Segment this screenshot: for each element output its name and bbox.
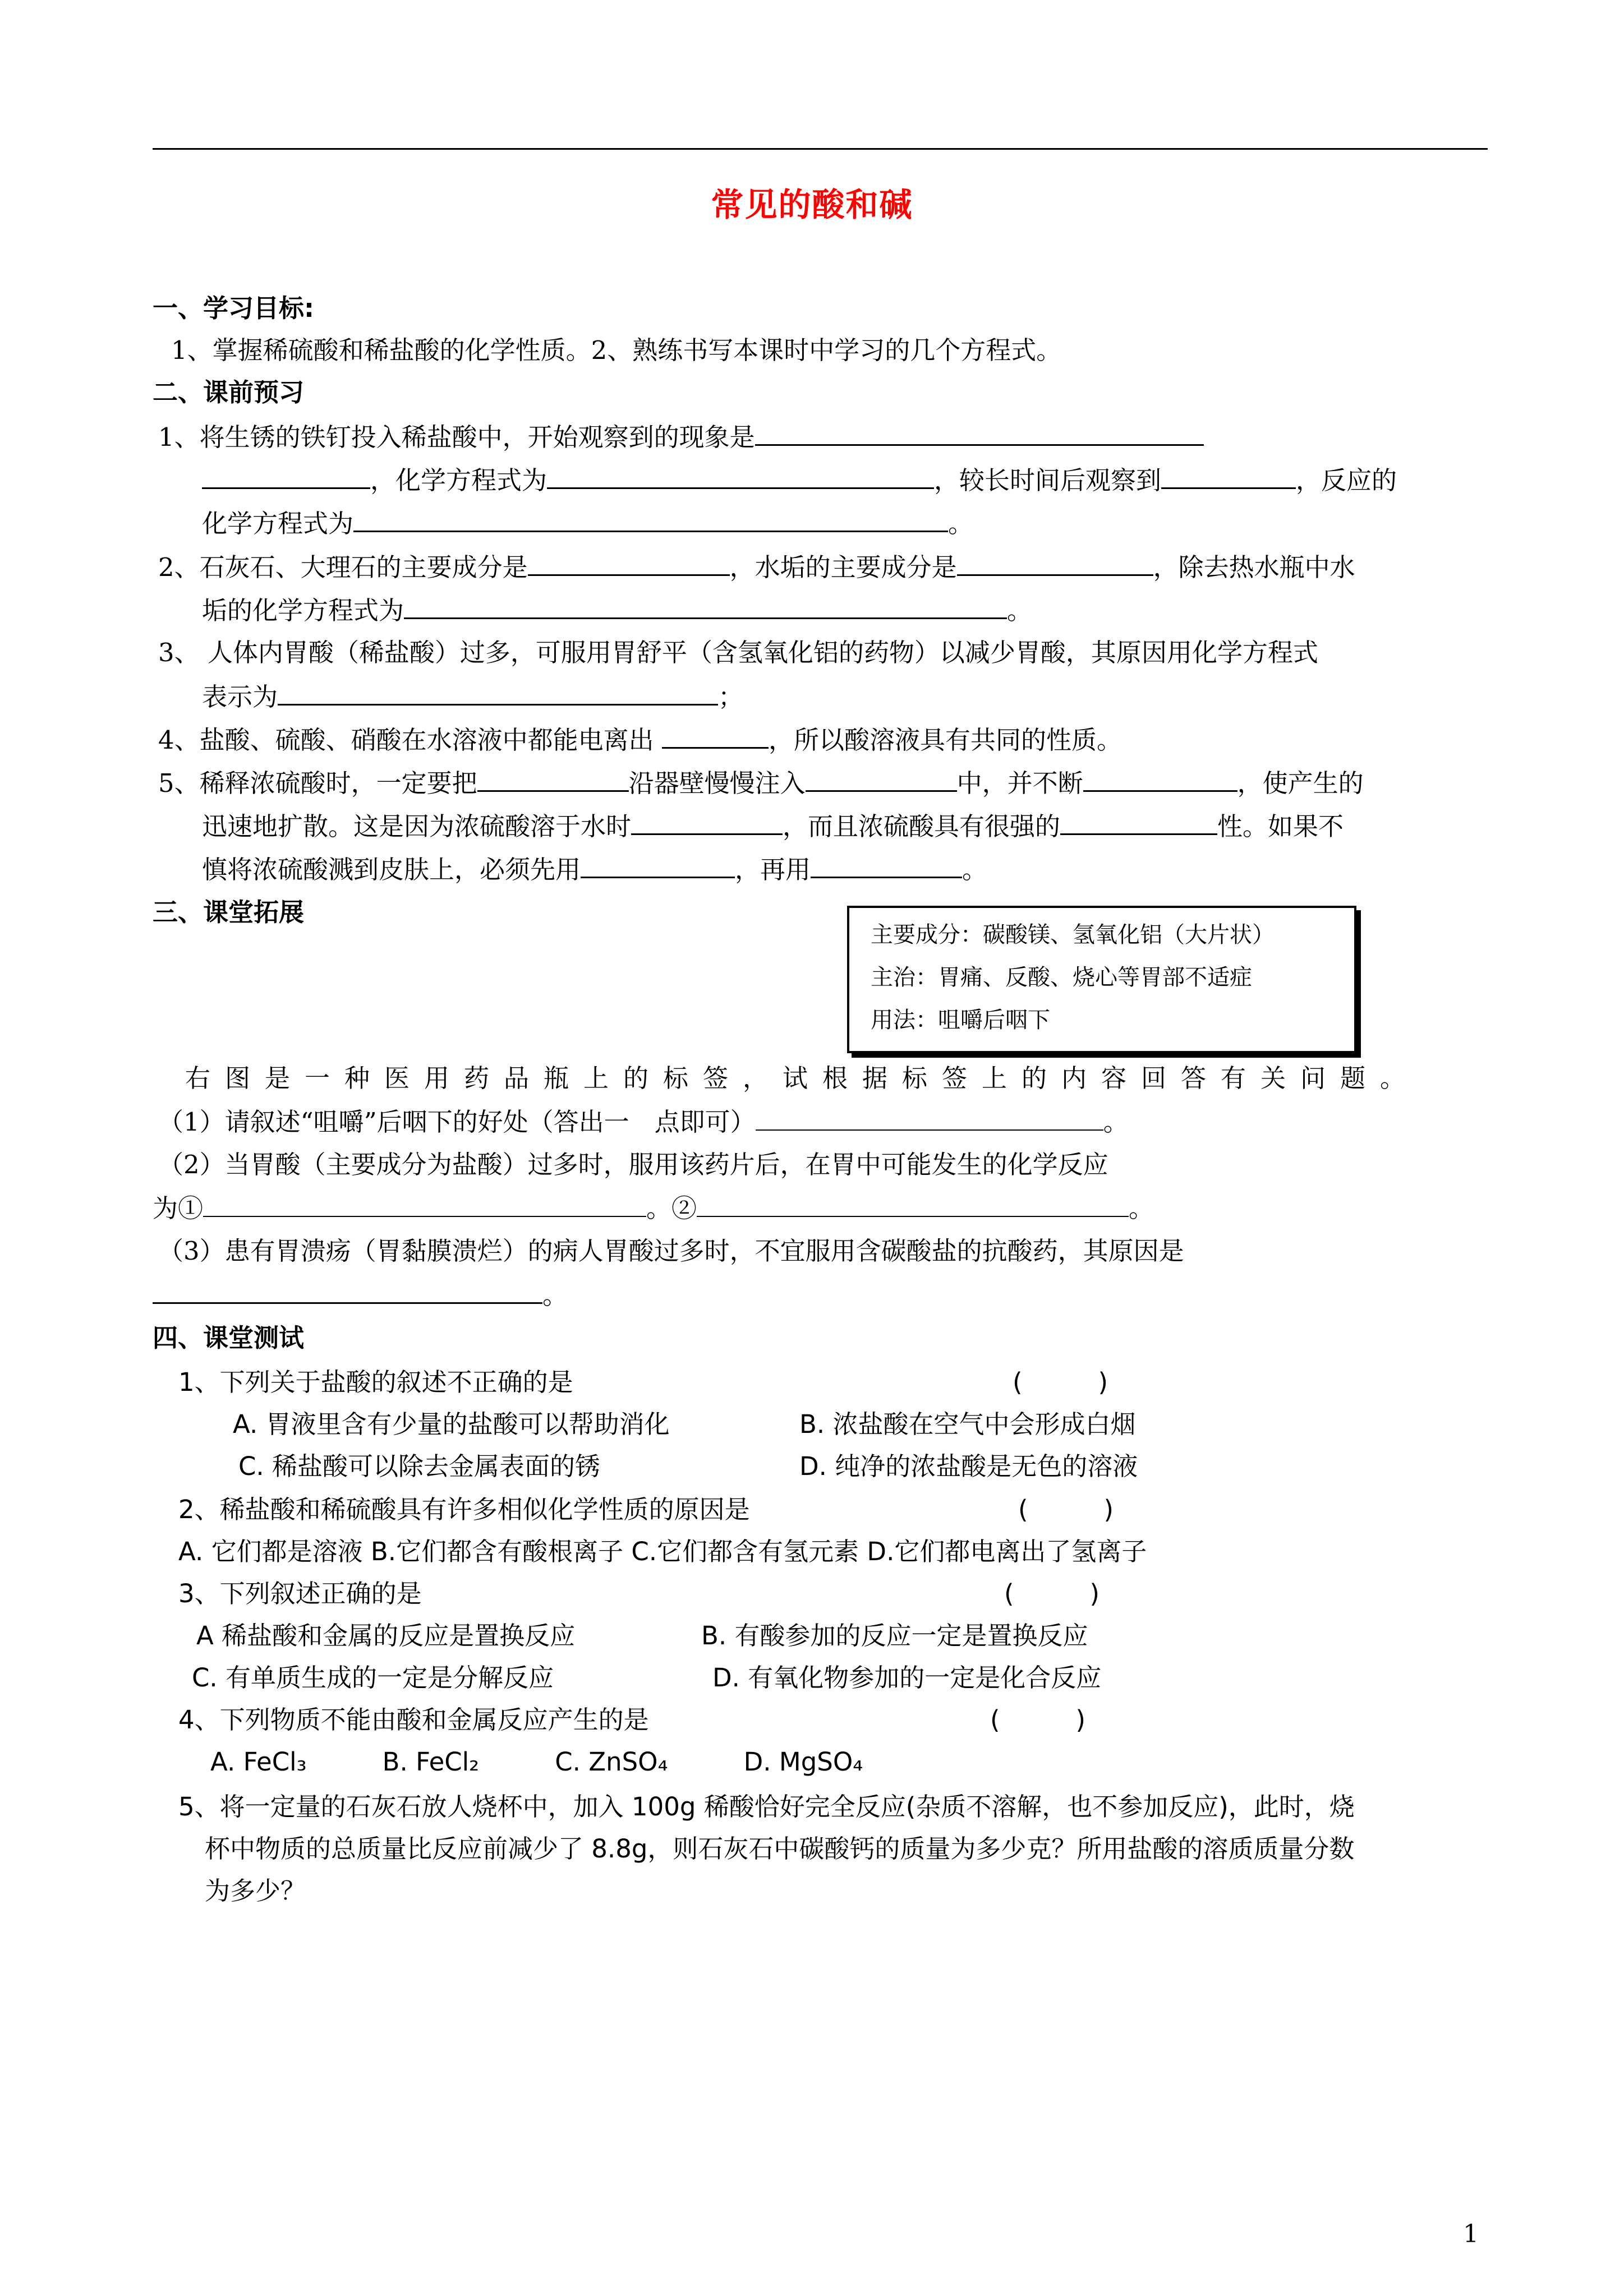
expansion-q2-text: 。② <box>646 1193 697 1223</box>
test-q2: 2、稀盐酸和稀硫酸具有许多相似化学性质的原因是 <box>178 1495 750 1524</box>
expansion-q3-text: 。 <box>542 1280 568 1310</box>
preview-q2-line1 <box>158 550 1355 584</box>
preview-q5-line2 <box>202 809 1344 843</box>
preview-q4-text: 4、盐酸、硫酸、硝酸在水溶液中都能电离出 <box>158 725 662 755</box>
preview-q2-text: ，水垢的主要成分是 <box>729 552 957 582</box>
answer-blank[interactable] <box>662 722 769 749</box>
expansion-q2-text: 。 <box>1129 1193 1154 1223</box>
preview-q1-line2 <box>202 463 1397 497</box>
preview-q3-text: ； <box>718 682 744 712</box>
section-1-text: 1、掌握稀硫酸和稀盐酸的化学性质。2、熟练书写本课时中学习的几个方程式。 <box>171 335 1062 365</box>
preview-q4-line <box>158 722 1122 757</box>
preview-q5-line3 <box>202 852 987 887</box>
preview-q3-text: 表示为 <box>202 682 278 712</box>
label-line: 主要成分：碳酸镁、氢氧化铝（大片状） <box>871 922 1275 948</box>
answer-blank[interactable] <box>1060 809 1217 835</box>
expansion-q2-line1: （2）当胃酸（主要成分为盐酸）过多时，服用该药片后，在胃中可能发生的化学反应 <box>158 1150 1108 1179</box>
preview-q5-text: 5、稀释浓硫酸时，一定要把 <box>158 768 477 798</box>
preview-q2-line2 <box>202 593 1032 628</box>
test-q3-option-b: B. 有酸参加的反应一定是置换反应 <box>701 1621 1088 1650</box>
expansion-intro <box>185 1062 1420 1095</box>
answer-blank[interactable] <box>528 550 730 576</box>
preview-q5-text: 性。如果不 <box>1217 812 1344 841</box>
test-q3-answer-paren[interactable]: ( ) <box>1004 1579 1100 1608</box>
answer-blank[interactable] <box>203 1191 646 1217</box>
test-q3: 3、下列叙述正确的是 <box>178 1579 422 1608</box>
test-q2-options: A. 它们都是溶液 B.它们都含有酸根离子 C.它们都含有氢元素 D.它们都电离出了氢离子 <box>178 1537 1147 1566</box>
section-3-heading: 三、课堂拓展 <box>153 897 305 927</box>
preview-q1-text: 1、将生锈的铁钉投入稀盐酸中，开始观察到的现象是 <box>158 422 755 452</box>
label-line: 主治：胃痛、反酸、烧心等胃部不适症 <box>871 965 1252 990</box>
preview-q5-text: 迅速地扩散。这是因为浓硫酸溶于水时 <box>202 812 632 841</box>
test-q1-option-a: A. 胃液里含有少量的盐酸可以帮助消化 <box>233 1409 670 1439</box>
expansion-q2-line2 <box>153 1191 1154 1225</box>
preview-q2-text: 2、石灰石、大理石的主要成分是 <box>158 552 528 582</box>
preview-q5-text: ，使产生的 <box>1237 768 1364 798</box>
expansion-q1 <box>158 1105 1129 1139</box>
test-q5-line3: 为多少？ <box>205 1876 306 1906</box>
answer-blank[interactable] <box>353 506 948 532</box>
answer-blank[interactable] <box>404 593 1007 619</box>
answer-blank[interactable] <box>581 852 735 878</box>
preview-q1-text: ，较长时间后观察到 <box>934 465 1162 495</box>
preview-q5-text: ，再用 <box>735 855 811 884</box>
answer-blank[interactable] <box>477 766 629 792</box>
test-q4-answer-paren[interactable]: ( ) <box>990 1705 1086 1735</box>
expansion-q2-text: 为① <box>153 1193 204 1223</box>
answer-blank[interactable] <box>153 1278 542 1304</box>
test-q5-line1: 5、将一定量的石灰石放人烧杯中，加入 100g 稀酸恰好完全反应(杂质不溶解，也不参加反应)，此时，烧 <box>178 1792 1355 1822</box>
preview-q5-text: ，而且浓硫酸具有很强的 <box>783 812 1061 841</box>
preview-q5-text: 。 <box>962 855 988 884</box>
expansion-q1-text: （1）请叙述“咀嚼”后咽下的好处（答出一 点即可） <box>158 1107 756 1137</box>
test-q3-option-d: D. 有氧化物参加的一定是化合反应 <box>712 1663 1102 1693</box>
answer-blank[interactable] <box>756 1105 1103 1131</box>
expansion-q3-line2 <box>153 1278 568 1312</box>
test-q1-option-d: D. 纯净的浓盐酸是无色的溶液 <box>799 1451 1138 1481</box>
test-q5-line2: 杯中物质的总质量比反应前减少了 8.8g，则石灰石中碳酸钙的质量为多少克？所用盐酸的溶质质量分数 <box>205 1834 1355 1864</box>
preview-q2-text: 垢的化学方程式为 <box>202 596 404 625</box>
answer-blank[interactable] <box>547 463 934 489</box>
preview-q5-text: 沿器壁慢慢注入 <box>628 768 806 798</box>
test-q3-option-c: C. 有单质生成的一定是分解反应 <box>192 1663 554 1693</box>
preview-q3-line2 <box>202 679 743 714</box>
section-1-heading: 一、学习目标: <box>153 293 314 323</box>
test-q4: 4、下列物质不能由酸和金属反应产生的是 <box>178 1705 649 1735</box>
preview-q4-text: ，所以酸溶液具有共同的性质。 <box>768 725 1122 755</box>
preview-q1-line1 <box>158 419 1204 454</box>
header-rule <box>153 148 1488 150</box>
section-4-heading: 四、课堂测试 <box>153 1323 305 1353</box>
test-q1-option-c: C. 稀盐酸可以除去金属表面的锈 <box>238 1451 601 1481</box>
answer-blank[interactable] <box>697 1191 1129 1217</box>
preview-q1-text: ，化学方程式为 <box>370 465 548 495</box>
preview-q1-line3 <box>202 506 973 541</box>
test-q1: 1、下列关于盐酸的叙述不正确的是 <box>178 1367 573 1397</box>
answer-blank[interactable] <box>1083 766 1237 792</box>
preview-q5-text: 中，并不断 <box>956 768 1083 798</box>
test-q3-option-a: A 稀盐酸和金属的反应是置换反应 <box>196 1621 576 1650</box>
answer-blank[interactable] <box>202 463 370 489</box>
medicine-label <box>847 906 1356 1053</box>
answer-blank[interactable] <box>957 550 1153 576</box>
preview-q5-line1 <box>158 766 1364 800</box>
answer-blank[interactable] <box>806 766 957 792</box>
expansion-q3-line1: （3）患有胃溃疡（胃黏膜溃烂）的病人胃酸过多时，不宜服用含碳酸盐的抗酸药，其原因是 <box>158 1236 1184 1266</box>
preview-q5-text: 慎将浓硫酸溅到皮肤上，必须先用 <box>202 855 581 884</box>
test-q2-answer-paren[interactable]: ( ) <box>1018 1495 1114 1524</box>
preview-q1-text: ，反应的 <box>1296 465 1397 495</box>
expansion-q1-text: 。 <box>1103 1107 1129 1137</box>
answer-blank[interactable] <box>1161 463 1296 489</box>
answer-blank[interactable] <box>811 852 962 878</box>
preview-q1-text: 。 <box>948 509 974 538</box>
answer-blank[interactable] <box>631 809 783 835</box>
section-2-heading: 二、课前预习 <box>153 377 305 407</box>
test-q1-option-b: B. 浓盐酸在空气中会形成白烟 <box>799 1409 1136 1439</box>
preview-q2-text: 。 <box>1007 596 1033 625</box>
preview-q3-line1: 3、 人体内胃酸（稀盐酸）过多，可服用胃舒平（含氢氧化铝的药物）以减少胃酸，其原因用化学方程式 <box>158 638 1318 667</box>
test-q4-options: A. FeCl₃ B. FeCl₂ C. ZnSO₄ D. MgSO₄ <box>210 1747 863 1777</box>
expansion-intro-text: 右图是一种医用药品瓶上的标签，试根据标签上的内容回答有关问题。 <box>185 1063 1420 1093</box>
answer-blank[interactable] <box>755 419 1204 446</box>
answer-blank[interactable] <box>278 679 718 706</box>
label-line: 用法：咀嚼后咽下 <box>871 1007 1050 1033</box>
preview-q2-text: ，除去热水瓶中水 <box>1153 552 1355 582</box>
page-number: 1 <box>1463 2220 1479 2248</box>
page-title: 常见的酸和碱 <box>711 186 913 224</box>
preview-q1-text: 化学方程式为 <box>202 509 354 538</box>
test-q1-answer-paren[interactable]: ( ) <box>1013 1367 1108 1397</box>
